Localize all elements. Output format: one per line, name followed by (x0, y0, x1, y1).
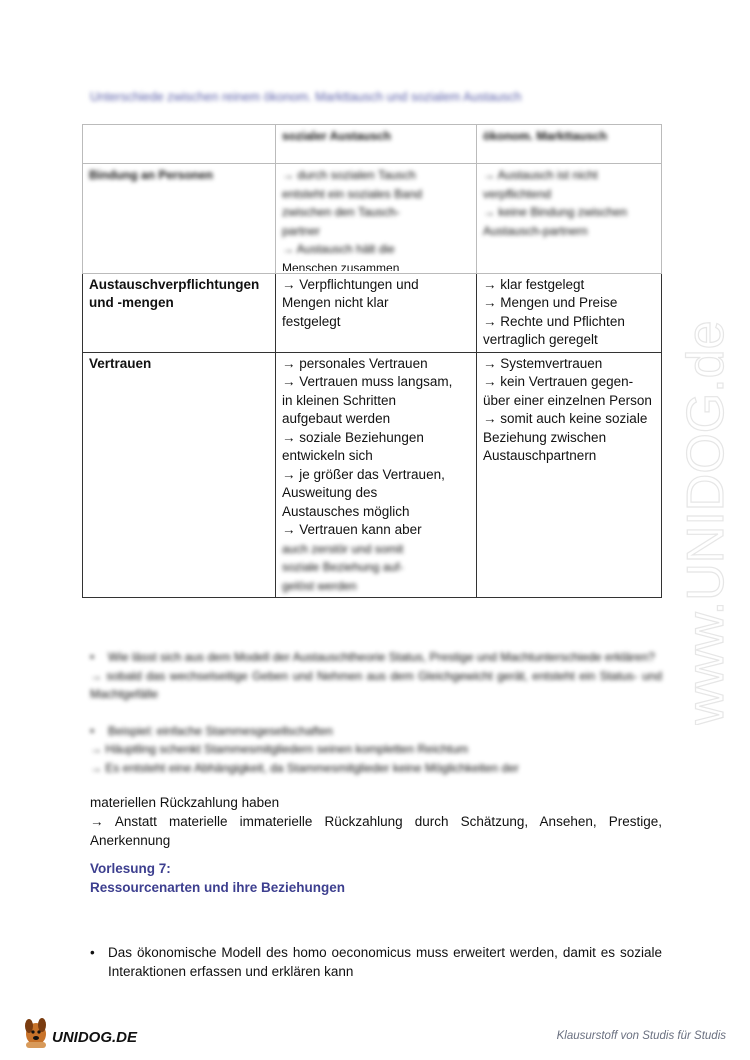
example-line: → Anstatt materielle immaterielle Rückzahlung durch Schätzung, Ansehen, Prestige, Anerkennung (90, 814, 662, 848)
cell-line: → personales Vertrauen (282, 355, 428, 371)
markt-cell (477, 273, 662, 352)
table-header-cell (83, 125, 276, 164)
cell-line: → soziale Beziehungen (282, 429, 424, 445)
sozial-cell (276, 352, 477, 598)
row-label: Vertrauen (83, 352, 276, 598)
cell-line: → somit auch keine soziale (483, 411, 648, 426)
cell-line: gelöst werden (282, 578, 357, 593)
bullet-text: Das ökonomische Modell des homo oeconomicus muss erweitert werden, damit es soziale Interaktionen erfassen und erklären kann (108, 945, 662, 979)
lecture-title: Ressourcenarten und ihre Beziehungen (90, 879, 346, 895)
comparison-table (82, 124, 662, 598)
example-item (90, 722, 662, 741)
example-line-continued: materiellen Rückzahlung haben (90, 795, 280, 810)
footer-tagline: Klausurstoff von Studis für Studis (556, 1030, 726, 1042)
markt-cell (477, 352, 662, 598)
cell-line: → Systemvertrauen (483, 355, 603, 371)
cell-line: → keine Bindung zwischen (483, 205, 628, 219)
table-row (83, 273, 662, 352)
table-header-row (83, 125, 662, 164)
cell-line: Austausch-partnern (483, 223, 588, 238)
cell-line: soziale Beziehung auf- (282, 560, 404, 574)
cell-line: Austausches möglich (282, 503, 410, 519)
cell-line: über einer einzelnen Person (483, 392, 652, 408)
cell-line: Menschen zusammen (282, 260, 400, 271)
example-line: → Häuptling schenkt Stammesmitgliedern seinen kompletten Reichtum (90, 742, 469, 756)
lecture-number: Vorlesung 7: (90, 861, 171, 876)
cell-line: → durch sozialen Tausch (282, 168, 416, 182)
dog-logo-icon (20, 1014, 170, 1050)
bullet-icon: • (90, 945, 95, 960)
answer-text: → sobald das wechselseitige Geben und Nehmen aus dem Gleichgewicht gerät, entsteht ein Status- und Machtgefälle (90, 668, 662, 701)
section-heading (90, 860, 345, 897)
cell-line: → Austausch hält die (282, 242, 395, 256)
example-text: Beispiel: einfache Stammesgesellschaften (108, 723, 333, 738)
cell-line: Mengen nicht klar (282, 295, 389, 310)
bullet-item (90, 944, 662, 981)
bullet-icon: • (90, 723, 95, 738)
cell-line: → Verpflichtungen und (282, 276, 419, 292)
row-label: Austauschverpflichtungen und -mengen (83, 273, 276, 352)
table-header-cell: sozialer Austausch (276, 125, 477, 164)
cell-line: partner (282, 223, 321, 238)
table-row (83, 164, 662, 274)
bullet-icon: • (90, 650, 95, 664)
cell-line: → Vertrauen kann aber (282, 522, 422, 537)
cell-line: entsteht ein soziales Band (282, 186, 423, 201)
cell-line: in kleinen Schritten (282, 392, 397, 408)
cell-line: Austauschpartnern (483, 448, 597, 463)
logo-text: UNIDOG.DE (52, 1029, 138, 1046)
cell-line: verpflichtend (483, 186, 552, 201)
watermark (653, 285, 743, 725)
example-line: → Es entsteht eine Abhängigkeit, da Stammesmitglieder keine Möglichkeiten der (90, 760, 519, 775)
cell-line: zwischen den Tausch- (282, 205, 400, 219)
cell-line: → je größer das Vertrauen, (282, 466, 445, 482)
cell-line: entwickeln sich (282, 448, 373, 463)
cell-line: aufgebaut werden (282, 411, 391, 426)
cell-line: vertraglich geregelt (483, 332, 598, 347)
sozial-cell (276, 164, 477, 274)
table-header-cell: ökonom. Markttausch (477, 125, 662, 164)
question-block (90, 648, 662, 777)
question-item (90, 648, 662, 667)
question-text: Wie lässt sich aus dem Modell der Austauschtheorie Status, Prestige und Machtunterschiede erklären? (108, 650, 655, 664)
cell-line: → Vertrauen muss langsam, (282, 374, 453, 389)
sozial-cell (276, 273, 477, 352)
cell-line: → Mengen und Preise (483, 295, 618, 310)
cell-line: → kein Vertrauen gegen- (483, 374, 634, 389)
cell-line: → Austausch ist nicht (483, 168, 598, 182)
cell-line: → klar festgelegt (483, 276, 585, 292)
cell-line: → Rechte und Pflichten (483, 313, 625, 329)
table-row (83, 352, 662, 598)
logo (20, 1014, 170, 1050)
cell-line: festgelegt (282, 313, 341, 329)
cell-line: auch zerstör und somit (282, 541, 404, 556)
cell-line: Ausweitung des (282, 485, 378, 500)
page-title: Unterschiede zwischen reinem ökonom. Markttausch und sozialem Austausch (90, 90, 522, 104)
watermark-text: www.UNIDOG.de (677, 320, 735, 725)
markt-cell (477, 164, 662, 274)
cell-line: Beziehung zwischen (483, 429, 607, 445)
row-label: Bindung an Personen (83, 164, 276, 274)
